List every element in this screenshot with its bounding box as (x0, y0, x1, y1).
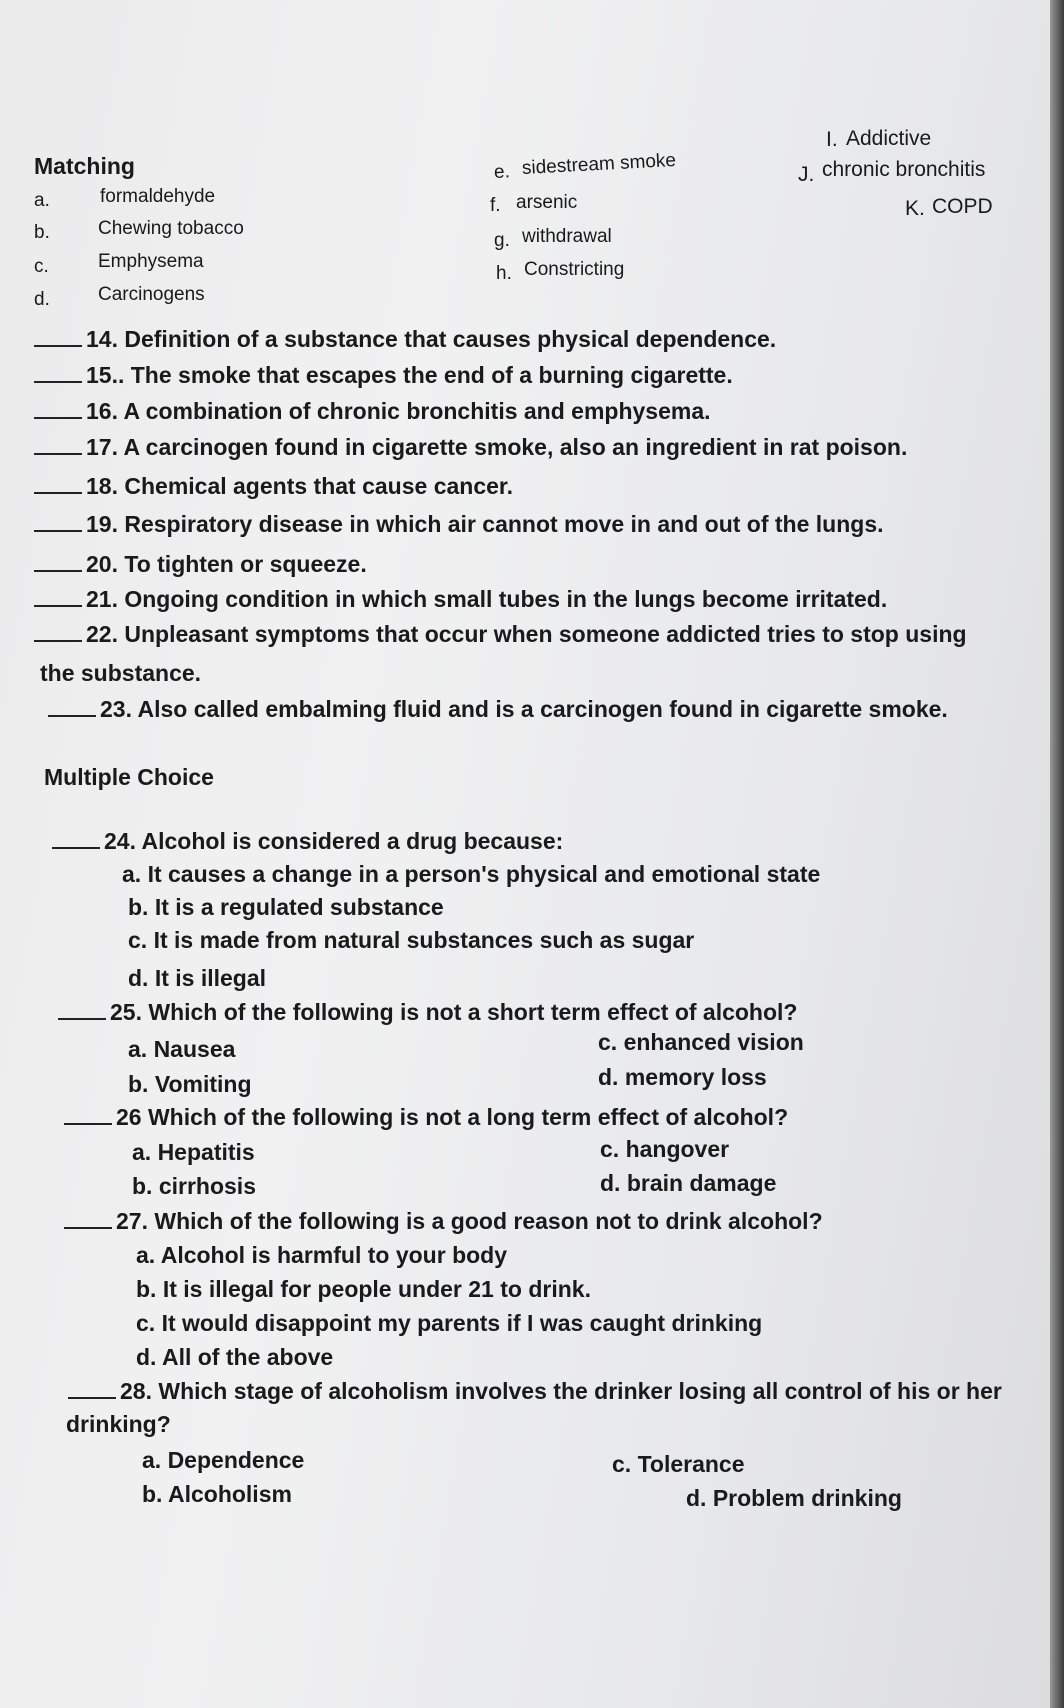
answer-blank[interactable] (48, 697, 96, 717)
q24-option-a: a. It causes a change in a person's physical and emotional state (122, 861, 821, 887)
answer-blank[interactable] (58, 1000, 106, 1020)
question-text: 28. Which stage of alcoholism involves the drinker losing all control of his or her (120, 1378, 1002, 1404)
matching-question-15 (34, 362, 733, 388)
matching-question-21 (34, 586, 887, 612)
term-letter-b: b. (34, 222, 50, 243)
answer-blank[interactable] (64, 1209, 112, 1229)
answer-blank[interactable] (52, 829, 100, 849)
term-letter-e: e. (493, 161, 511, 183)
question-text: 27. Which of the following is a good reason not to drink alcohol? (116, 1208, 823, 1234)
q26-option-a: a. Hepatitis (132, 1139, 255, 1165)
question-text: 23. Also called embalming fluid and is a carcinogen found in cigarette smoke. (100, 696, 948, 722)
answer-blank[interactable] (34, 435, 82, 455)
question-text: 25. Which of the following is not a short term effect of alcohol? (110, 999, 798, 1025)
q26-option-b: b. cirrhosis (132, 1173, 256, 1199)
q28-option-a: a. Dependence (142, 1447, 305, 1473)
question-text: 17. A carcinogen found in cigarette smoke, also an ingredient in rat poison. (86, 434, 908, 460)
q26-option-c: c. hangover (600, 1136, 730, 1162)
q24-option-d: d. It is illegal (128, 965, 267, 991)
question-text: 20. To tighten or squeeze. (86, 551, 367, 577)
term-letter-d: d. (34, 289, 50, 310)
term-letter-a: a. (34, 190, 50, 211)
matching-question-17 (34, 434, 907, 460)
term-c: Emphysema (98, 251, 204, 272)
q28-option-d: d. Problem drinking (686, 1485, 902, 1511)
term-g: withdrawal (522, 226, 612, 247)
term-letter-i: I. (826, 128, 838, 151)
question-text: 15.. The smoke that escapes the end of a burning cigarette. (86, 362, 733, 388)
term-i: Addictive (846, 127, 932, 150)
answer-blank[interactable] (68, 1379, 116, 1399)
term-f: arsenic (516, 192, 578, 213)
multiple-choice-heading: Multiple Choice (44, 764, 214, 790)
q27-option-c: c. It would disappoint my parents if I was caught drinking (136, 1310, 763, 1336)
term-letter-c: c. (34, 256, 49, 277)
answer-blank[interactable] (34, 512, 82, 532)
question-text: 21. Ongoing condition in which small tubes in the lungs become irritated. (86, 586, 888, 612)
mc-question-27 (64, 1208, 823, 1234)
q27-option-b: b. It is illegal for people under 21 to drink. (136, 1276, 591, 1302)
question-28-continuation: drinking? (66, 1411, 171, 1437)
term-d: Carcinogens (98, 284, 205, 305)
mc-question-25 (58, 999, 797, 1025)
term-j: chronic bronchitis (822, 158, 986, 181)
term-letter-j: J. (798, 163, 815, 186)
question-text: 19. Respiratory disease in which air cannot move in and out of the lungs. (86, 511, 884, 537)
matching-question-23 (48, 696, 948, 722)
answer-blank[interactable] (34, 622, 82, 642)
answer-blank[interactable] (34, 474, 82, 494)
term-letter-k: K. (905, 197, 925, 220)
answer-blank[interactable] (34, 399, 82, 419)
matching-question-18 (34, 473, 513, 499)
term-k: COPD (932, 195, 993, 218)
answer-blank[interactable] (34, 327, 82, 347)
term-h: Constricting (524, 259, 625, 280)
q24-option-c: c. It is made from natural substances such as sugar (128, 927, 695, 953)
mc-question-28 (68, 1378, 1002, 1404)
matching-question-16 (34, 398, 711, 424)
matching-heading: Matching (34, 153, 135, 179)
matching-question-19 (34, 511, 884, 537)
term-letter-f: f. (490, 195, 501, 216)
answer-blank[interactable] (34, 363, 82, 383)
q25-option-d: d. memory loss (598, 1064, 767, 1090)
question-22-continuation: the substance. (40, 660, 202, 686)
term-letter-h: h. (496, 263, 512, 284)
answer-blank[interactable] (34, 552, 82, 572)
q27-option-d: d. All of the above (136, 1344, 334, 1370)
question-text: 18. Chemical agents that cause cancer. (86, 473, 513, 499)
matching-question-22 (34, 621, 967, 647)
question-text: 24. Alcohol is considered a drug because: (104, 828, 564, 854)
matching-question-20 (34, 551, 367, 577)
term-e: sidestream smoke (521, 149, 677, 179)
mc-question-24 (52, 828, 563, 854)
page-edge-shadow (1050, 0, 1064, 1708)
answer-blank[interactable] (64, 1105, 112, 1125)
q27-option-a: a. Alcohol is harmful to your body (136, 1242, 508, 1268)
term-letter-g: g. (494, 230, 510, 251)
q25-option-b: b. Vomiting (128, 1071, 252, 1097)
mc-question-26 (64, 1104, 788, 1130)
q24-option-b: b. It is a regulated substance (128, 894, 444, 920)
question-text: 26 Which of the following is not a long term effect of alcohol? (116, 1104, 789, 1130)
term-a: formaldehyde (100, 186, 216, 207)
q28-option-b: b. Alcoholism (142, 1481, 292, 1507)
question-text: 14. Definition of a substance that causes physical dependence. (86, 326, 777, 352)
q26-option-d: d. brain damage (600, 1170, 777, 1196)
q25-option-c: c. enhanced vision (598, 1029, 804, 1055)
q28-option-c: c. Tolerance (612, 1451, 745, 1477)
matching-question-14 (34, 326, 776, 352)
question-text: 16. A combination of chronic bronchitis and emphysema. (86, 398, 711, 424)
question-text: 22. Unpleasant symptoms that occur when someone addicted tries to stop using (86, 621, 967, 647)
answer-blank[interactable] (34, 587, 82, 607)
q25-option-a: a. Nausea (128, 1036, 236, 1062)
term-b: Chewing tobacco (98, 218, 244, 239)
